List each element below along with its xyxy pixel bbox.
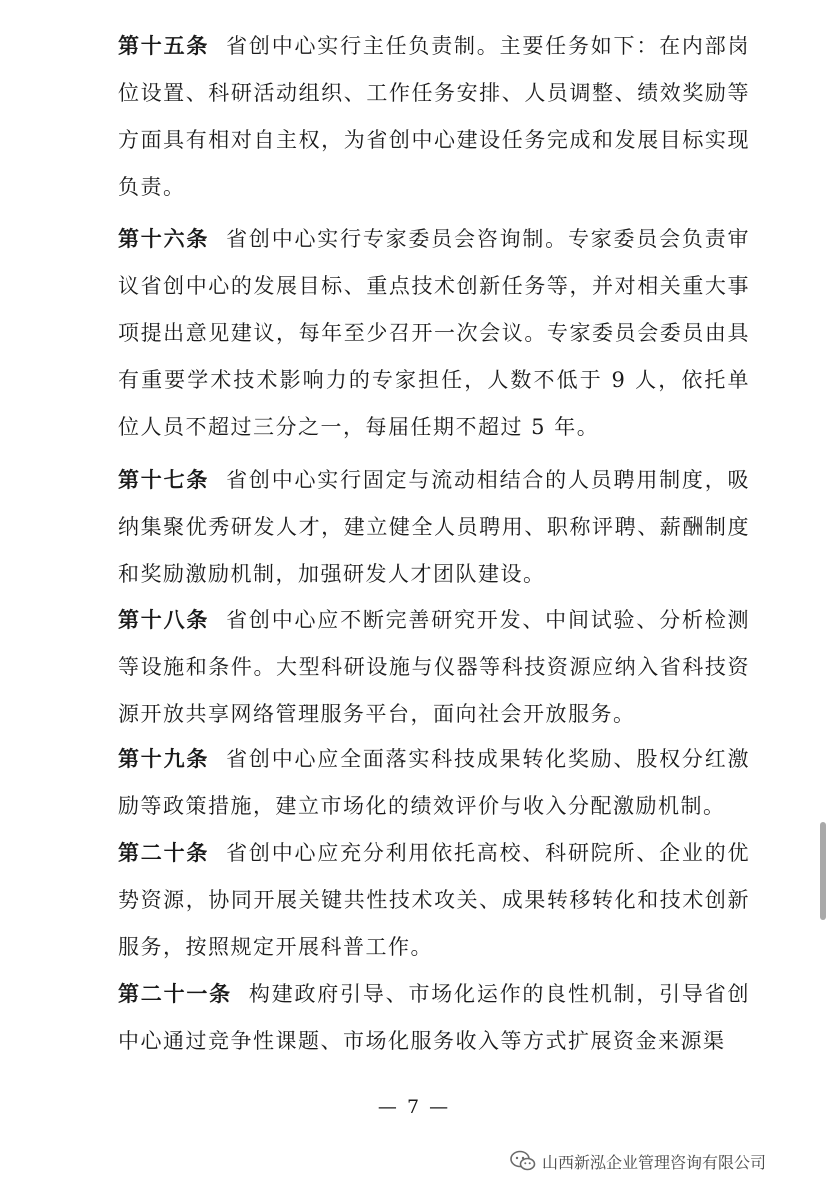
article-heading: 第十八条 [118,608,210,632]
article-text: 构建政府引导、市场化运作的良性机制，引导省创中心通过竞争性课题、市场化服务收入等方式扩展资金来源渠 [118,982,751,1053]
article-text: 省创中心应不断完善研究开发、中间试验、分析检测等设施和条件。大型科研设施与仪器等科技资源应纳入省科技资源开放共享网络管理服务平台，面向社会开放服务。 [118,608,751,726]
article-16 [118,216,750,451]
article-18 [118,597,750,738]
watermark [510,1148,766,1174]
article-heading: 第二十条 [118,841,210,865]
article-text: 省创中心应充分利用依托高校、科研院所、企业的优势资源，协同开展关键共性技术攻关、成果转移转化和技术创新服务，按照规定开展科普工作。 [118,841,751,959]
page-number: — 7 — [377,1096,451,1118]
article-heading: 第二十一条 [118,982,232,1006]
article-19 [118,736,750,830]
article-heading: 第十五条 [118,34,210,58]
article-20 [118,830,750,971]
article-15 [118,23,750,211]
article-heading: 第十九条 [118,747,210,771]
article-text: 省创中心实行主任负责制。主要任务如下：在内部岗位设置、科研活动组织、工作任务安排、人员调整、绩效奖励等方面具有相对自主权，为省创中心建设任务完成和发展目标实现负责。 [118,34,751,199]
scrollbar-thumb[interactable] [820,822,826,920]
article-17 [118,457,750,598]
article-21 [118,971,750,1065]
article-heading: 第十六条 [118,227,210,251]
watermark-text: 山西新泓企业管理咨询有限公司 [541,1152,766,1172]
article-heading: 第十七条 [118,468,210,492]
article-text: 省创中心应全面落实科技成果转化奖励、股权分红激励等政策措施，建立市场化的绩效评价与收入分配激励机制。 [118,747,751,818]
article-text: 省创中心实行固定与流动相结合的人员聘用制度，吸纳集聚优秀研发人才，建立健全人员聘用、职称评聘、薪酬制度和奖励激励机制，加强研发人才团队建设。 [118,468,751,586]
article-text: 省创中心实行专家委员会咨询制。专家委员会负责审议省创中心的发展目标、重点技术创新任务等，并对相关重大事项提出意见建议，每年至少召开一次会议。专家委员会委员由具有重要学术技术影响力的专家担任，人数不低于 9 人，依托单位人员不超过三分之一，每届任期不超过 5 年。 [118,227,751,439]
wechat-icon [510,1150,536,1172]
